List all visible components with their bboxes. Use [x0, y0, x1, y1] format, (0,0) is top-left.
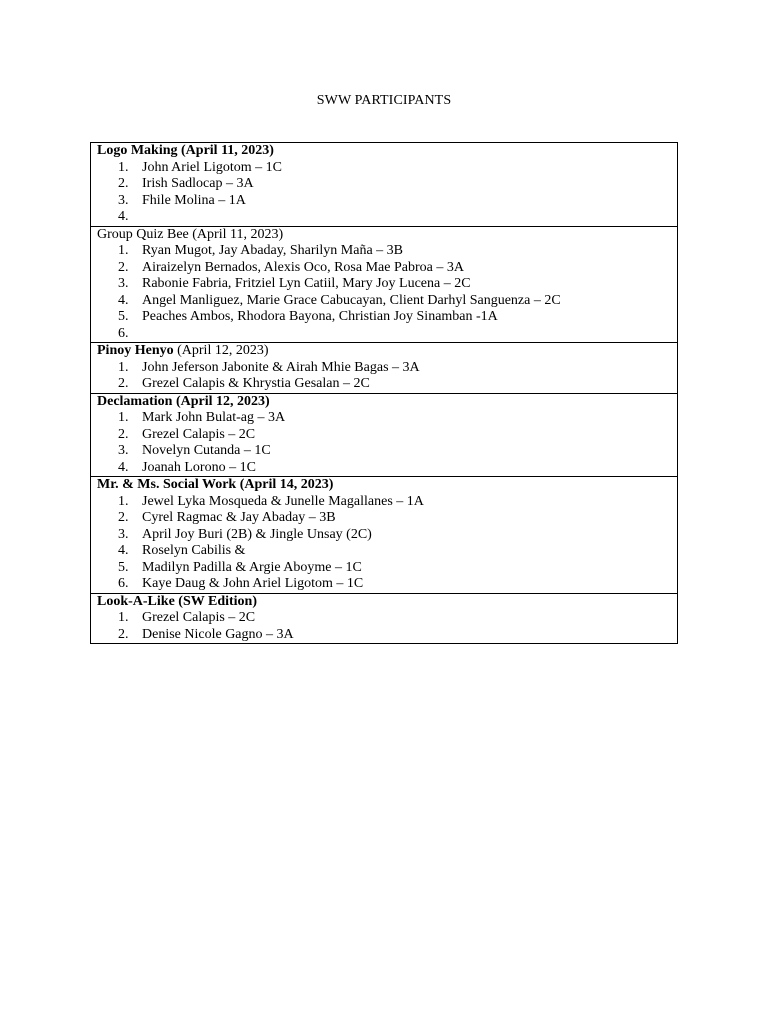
event-heading: [97, 394, 671, 411]
entry-number: 2.: [118, 259, 129, 275]
entry-number: 4.: [118, 292, 129, 308]
entry-participants: John Ariel Ligotom – 1C: [142, 159, 282, 175]
entry-participants: Mark John Bulat-ag – 3A: [142, 410, 286, 425]
participant-entry: [97, 410, 671, 427]
participants-table-body: [91, 143, 678, 644]
entry-participants: Denise Nicole Gagno – 3A: [142, 626, 294, 642]
event-date: (April 11, 2023): [188, 226, 284, 242]
participant-entry: [97, 243, 671, 260]
event-name: Mr. & Ms. Social Work: [97, 477, 237, 492]
entry-participants: Cyrel Ragmac & Jay Abaday – 3B: [142, 510, 336, 525]
entry-number: 4.: [118, 543, 129, 558]
entry-number: 4.: [118, 209, 129, 224]
event-name: Logo Making: [97, 143, 178, 158]
entry-number: 6.: [118, 325, 129, 341]
entry-number: 3.: [118, 192, 129, 208]
event-cell: [91, 226, 678, 343]
participant-entry: [97, 160, 671, 177]
participant-entry: [97, 427, 671, 444]
participant-entry: [97, 494, 671, 511]
event-row: [91, 593, 678, 644]
event-heading: [97, 227, 671, 244]
event-name: Group Quiz Bee: [97, 226, 189, 242]
event-row: [91, 477, 678, 594]
entry-number: 5.: [118, 309, 129, 324]
entry-participants: Irish Sadlocap – 3A: [142, 176, 254, 191]
event-row: [91, 393, 678, 477]
event-cell: [91, 343, 678, 394]
event-date: (April 12, 2023): [172, 393, 270, 409]
participant-entry: [97, 193, 671, 210]
participant-entry: [97, 209, 671, 226]
entry-number: 3.: [118, 443, 129, 458]
event-row: [91, 143, 678, 227]
event-row: [91, 226, 678, 343]
event-cell: [91, 393, 678, 477]
participant-entry: [97, 276, 671, 293]
participant-entry: [97, 543, 671, 560]
entry-number: 1.: [118, 410, 129, 425]
entry-participants: Peaches Ambos, Rhodora Bayona, Christian Joy Sinamban -1A: [142, 309, 498, 324]
event-date: (SW Edition): [174, 593, 258, 609]
participant-entry: [97, 610, 671, 627]
entry-participants: Joanah Lorono – 1C: [142, 459, 256, 475]
participant-entry: [97, 527, 671, 544]
event-cell: [91, 477, 678, 594]
entry-participants: Airaizelyn Bernados, Alexis Oco, Rosa Mae Pabroa – 3A: [142, 259, 464, 275]
entry-participants: Kaye Daug & John Ariel Ligotom – 1C: [142, 576, 364, 591]
entry-number: 1.: [118, 243, 129, 258]
entry-participants: Grezel Calapis – 2C: [142, 426, 256, 442]
entry-number: 2.: [118, 176, 129, 191]
entry-number: 3.: [118, 526, 129, 542]
entry-number: 2.: [118, 376, 129, 391]
entry-number: 1.: [118, 610, 129, 625]
entry-number: 2.: [118, 626, 129, 642]
participant-entry: [97, 443, 671, 460]
entry-participants: Novelyn Cutanda – 1C: [142, 443, 271, 458]
participant-entry: [97, 627, 671, 644]
entry-participants: John Jeferson Jabonite & Airah Mhie Bagas – 3A: [142, 359, 420, 375]
event-date: (April 12, 2023): [173, 343, 269, 358]
event-name: Look-A-Like: [97, 593, 175, 609]
entry-number: 1.: [118, 159, 129, 175]
participant-entry: [97, 510, 671, 527]
participant-entry: [97, 560, 671, 577]
participants-table: [90, 142, 678, 644]
entry-participants: Madilyn Padilla & Argie Aboyme – 1C: [142, 559, 362, 575]
participant-entry: [97, 309, 671, 326]
document-title: SWW PARTICIPANTS: [316, 93, 452, 108]
entry-participants: Grezel Calapis & Khrystia Gesalan – 2C: [142, 376, 370, 391]
entry-number: 2.: [118, 426, 129, 442]
event-date: (April 11, 2023): [177, 143, 274, 158]
participant-entry: [97, 326, 671, 343]
entry-number: 2.: [118, 510, 129, 525]
event-row: [91, 343, 678, 394]
entry-number: 4.: [118, 459, 129, 475]
event-heading: [97, 343, 671, 360]
event-name: Pinoy Henyo: [97, 343, 174, 358]
entry-participants: April Joy Buri (2B) & Jingle Unsay (2C): [142, 526, 372, 542]
participant-entry: [97, 460, 671, 477]
entry-number: 3.: [118, 276, 129, 291]
entry-participants: Fhile Molina – 1A: [142, 192, 246, 208]
event-cell: [91, 593, 678, 644]
participant-entry: [97, 260, 671, 277]
event-name: Declamation: [97, 393, 173, 409]
event-date: (April 14, 2023): [236, 477, 334, 492]
entry-number: 6.: [118, 576, 129, 591]
entry-participants: Rabonie Fabria, Fritziel Lyn Catiil, Mary Joy Lucena – 2C: [142, 276, 471, 291]
participant-entry: [97, 176, 671, 193]
entry-participants: Jewel Lyka Mosqueda & Junelle Magallanes – 1A: [142, 493, 424, 509]
event-heading: [97, 594, 671, 611]
entry-participants: Roselyn Cabilis &: [142, 543, 246, 558]
event-heading: [97, 477, 671, 494]
event-heading: [97, 143, 671, 160]
event-cell: [91, 143, 678, 227]
entry-number: 5.: [118, 559, 129, 575]
entry-participants: Angel Manliguez, Marie Grace Cabucayan, Client Darhyl Sanguenza – 2C: [142, 292, 561, 308]
entry-participants: Grezel Calapis – 2C: [142, 610, 256, 625]
entry-number: 1.: [118, 493, 129, 509]
participant-entry: [97, 293, 671, 310]
participant-entry: [97, 576, 671, 593]
participant-entry: [97, 376, 671, 393]
entry-participants: Ryan Mugot, Jay Abaday, Sharilyn Maña – 3B: [142, 243, 404, 258]
entry-number: 1.: [118, 359, 129, 375]
participant-entry: [97, 360, 671, 377]
